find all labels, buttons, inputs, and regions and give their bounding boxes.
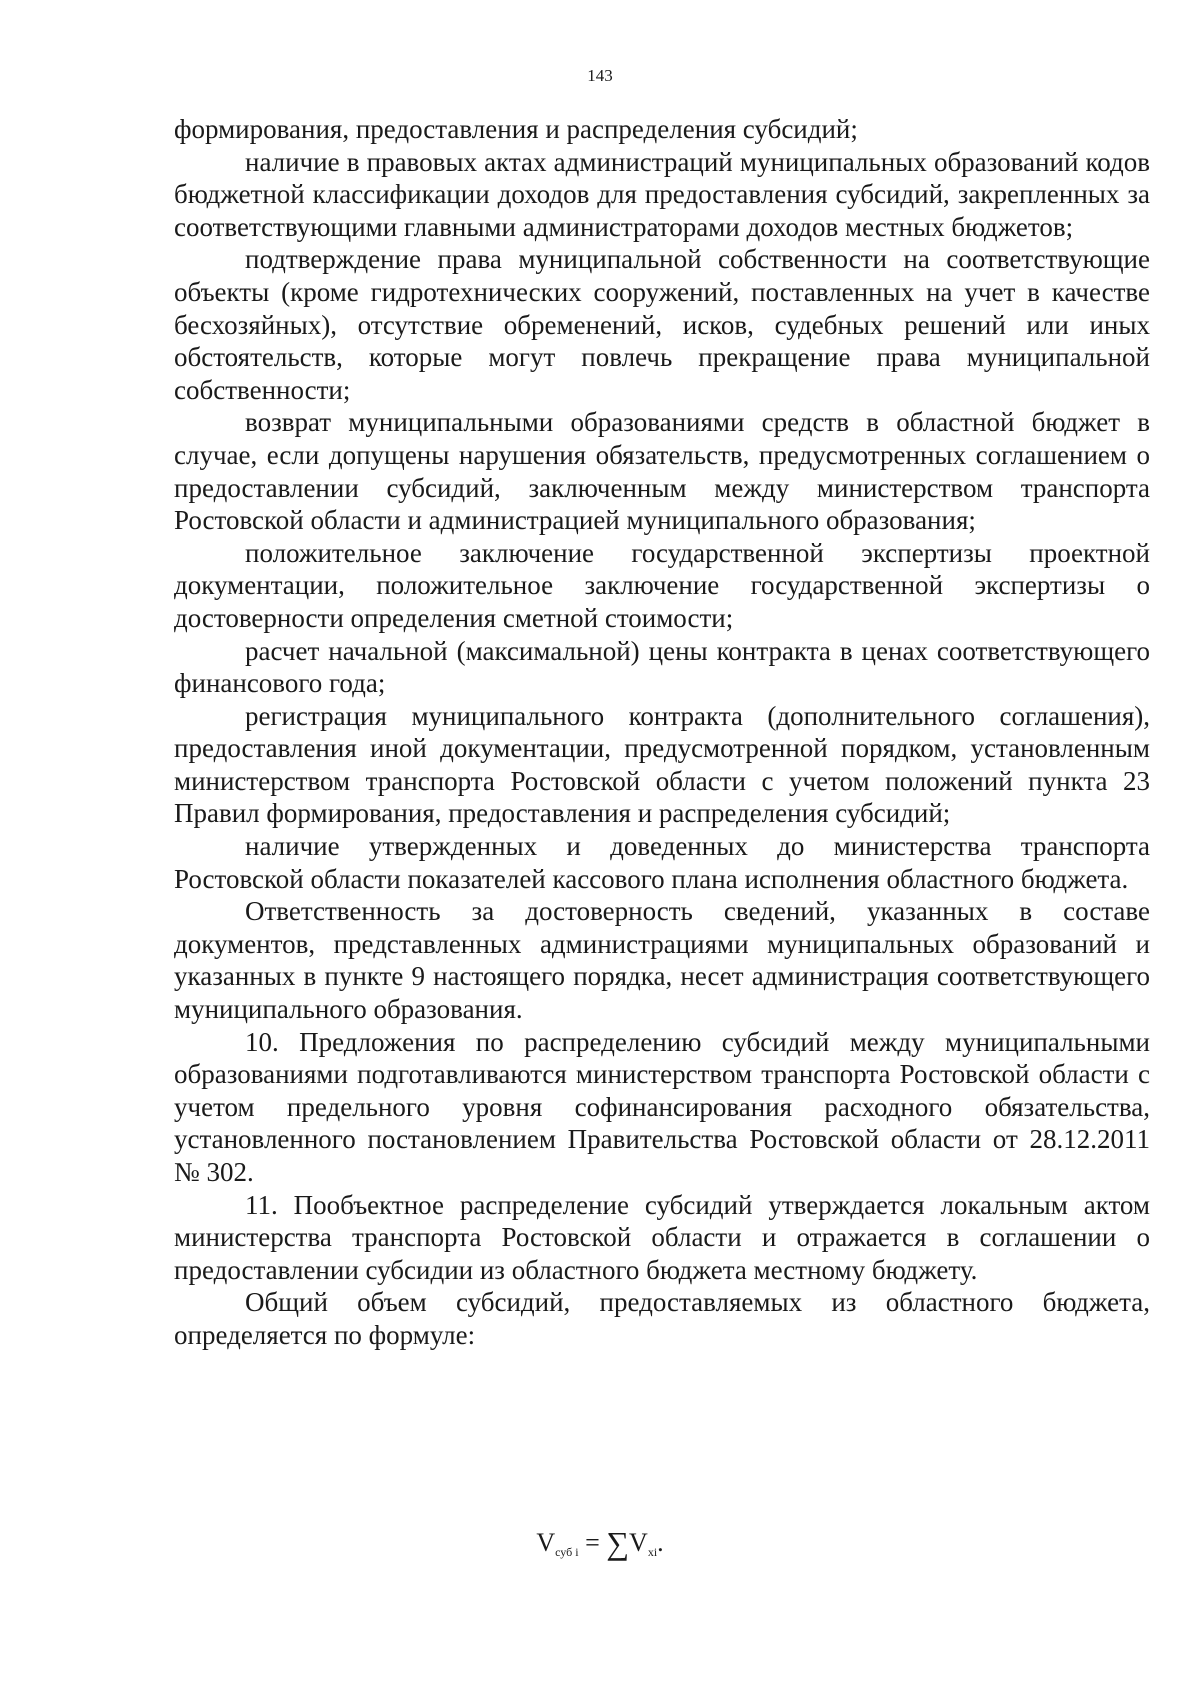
paragraph-responsibility: Ответственность за достоверность сведений, указанных в составе документов, представленных администрациями муниципальных образований и указанных в пункте 9 настоящего порядка, несет администрация соответствующего муниципального образования. <box>174 896 1150 1025</box>
paragraph-price-calc: расчет начальной (максимальной) цены контракта в ценах соответствующего финансового года; <box>174 635 1150 699</box>
paragraph-budget-codes: наличие в правовых актах администраций муниципальных образований кодов бюджетной классификации доходов для предоставления субсидий, закрепленных за соответствующими главными администраторами доходов местных бюджетов; <box>174 146 1150 242</box>
paragraph-item-10: 10. Предложения по распределению субсидий между муниципальными образованиями подготавливаются министерством транспорта Ростовской области с учетом предельного уровня софинансирования расходного обязательства, установленного постановлением Правительства Ростовской области от 28.12.2011 № 302. <box>174 1026 1150 1187</box>
formula-right-subscript: xi <box>647 1545 658 1559</box>
paragraph-ownership: подтверждение права муниципальной собственности на соответствующие объекты (кроме гидротехнических сооружений, поставленных на учет в качестве бесхозяйных), отсутствие обременений, исков, судебных решений или иных обстоятельств, которые могут повлечь прекращение права муниципальной собственности; <box>174 244 1150 405</box>
formula-left-variable: V <box>536 1528 556 1557</box>
paragraph-cash-plan: наличие утвержденных и доведенных до министерства транспорта Ростовской области показателей кассового плана исполнения областного бюджета. <box>174 831 1150 894</box>
paragraph-item-11: 11. Пообъектное распределение субсидий утверждается локальным актом министерства транспорта Ростовской области и отражается в соглашении о предоставлении субсидии из областного бюджета местному бюджету. <box>174 1189 1150 1285</box>
document-body <box>174 113 1150 1352</box>
formula-end-period: . <box>657 1528 664 1557</box>
subsidy-formula <box>0 1526 1200 1569</box>
formula-left-subscript: суб i <box>555 1545 579 1559</box>
paragraph-refund: возврат муниципальными образованиями средств в областной бюджет в случае, если допущены нарушения обязательств, предусмотренных соглашением о предоставлении субсидий, заключенным между министерством транспорта Ростовской области и администрацией муниципального образования; <box>174 407 1150 536</box>
formula-right-variable: V <box>629 1528 648 1557</box>
paragraph-continuation: формирования, предоставления и распределения субсидий; <box>174 114 858 144</box>
page-number: 143 <box>587 66 613 85</box>
formula-equals: = <box>585 1528 600 1557</box>
paragraph-contract-registration: регистрация муниципального контракта (дополнительного соглашения), предоставления иной документации, предусмотренной порядком, установленным министерством транспорта Ростовской области с учетом положений пункта 23 Правил формирования, предоставления и распределения субсидий; <box>174 700 1150 829</box>
paragraph-formula-intro: Общий объем субсидий, предоставляемых из областного бюджета, определяется по формуле: <box>174 1287 1150 1350</box>
paragraph-expertise: положительное заключение государственной экспертизы проектной документации, положительное заключение государственной экспертизы о достоверности определения сметной стоимости; <box>174 537 1150 633</box>
formula-sum-sign: ∑ <box>606 1525 630 1561</box>
